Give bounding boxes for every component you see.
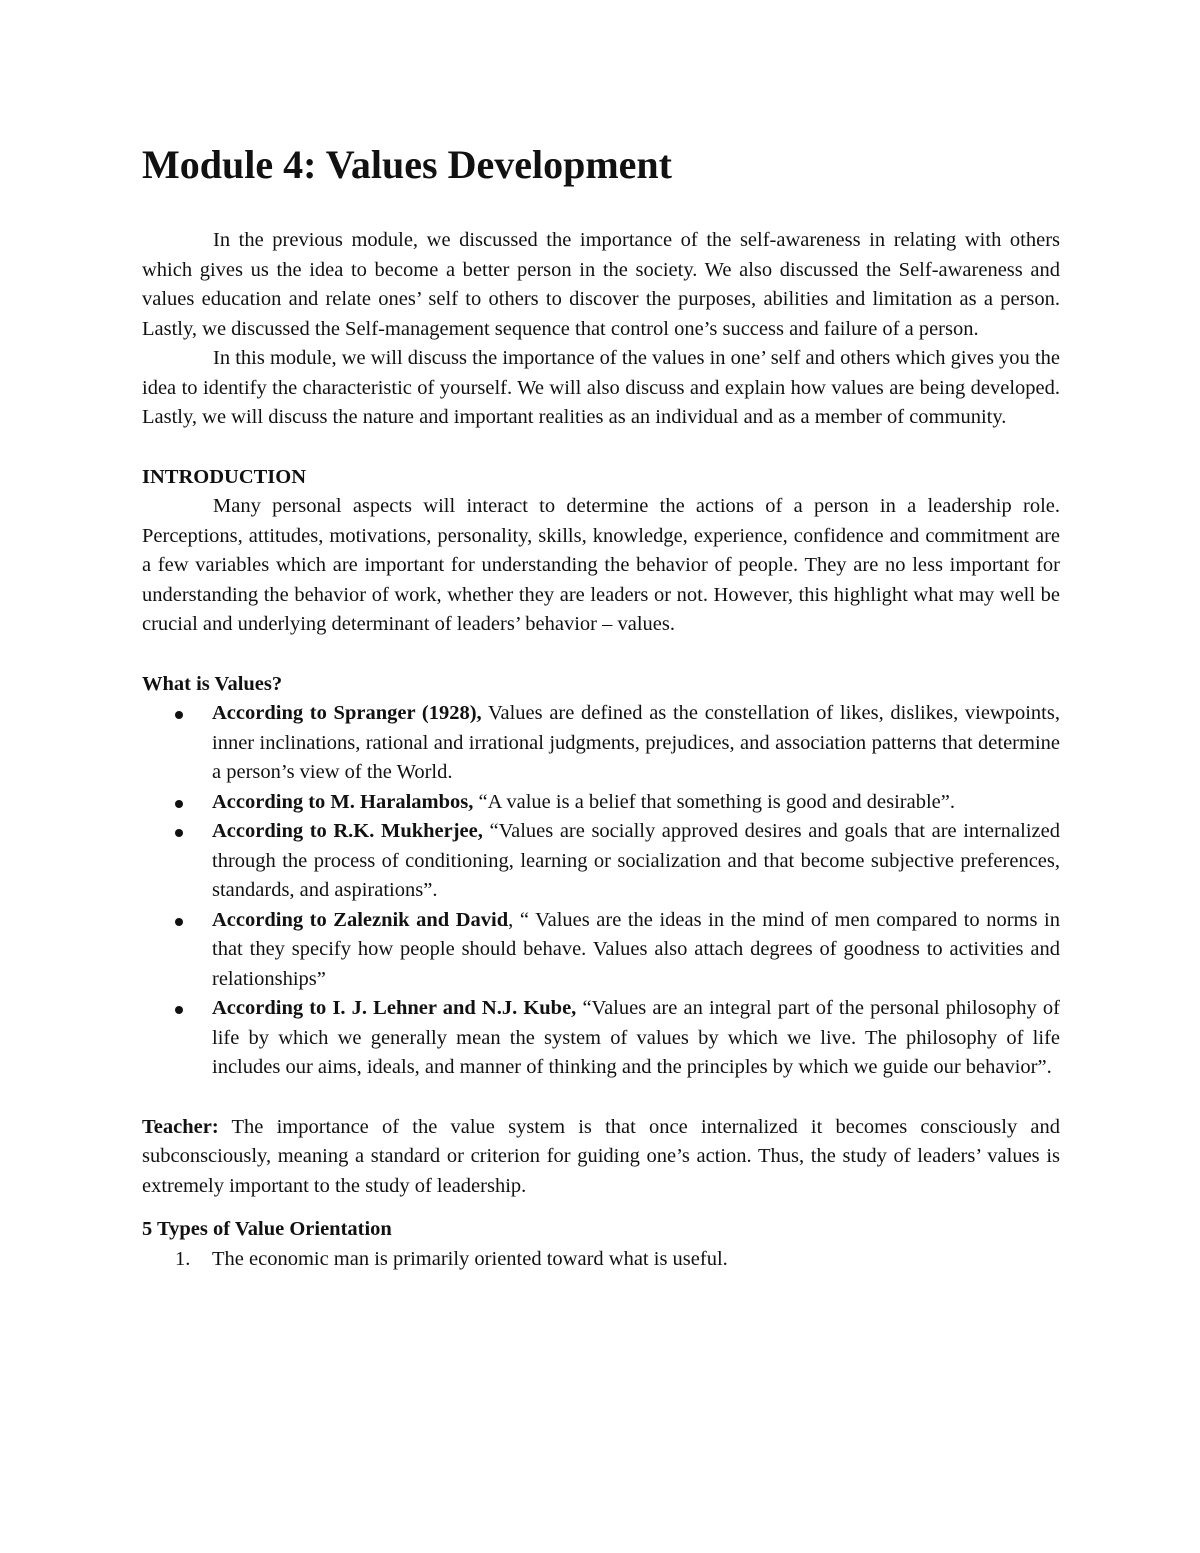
page-title: Module 4: Values Development [142,142,672,187]
list-item-text: The economic man is primarily oriented toward what is useful. [212,1247,728,1270]
definition-source: According to Zaleznik and David [212,908,509,931]
teacher-section [142,1113,1060,1202]
introduction-paragraph: Many personal aspects will interact to determine the actions of a person in a leadership role. Perceptions, attitudes, motivations, personality, skills, knowledge, experience, confidence and commitment are a few variables which are important for understanding the behavior of people. They are no less important for understanding the behavior of work, whether they are leaders or not. However, this highlight what may well be crucial and underlying determinant of leaders’ behavior – values. [142,495,1060,635]
list-item [142,906,1060,995]
what-is-values-heading: What is Values? [142,672,283,695]
value-orientation-heading: 5 Types of Value Orientation [142,1218,392,1240]
intro-paragraph: In the previous module, we discussed the importance of the self-awareness in relating with others which gives us the idea to become a better person in the society. We also discussed the Self-awareness and values education and relate ones’ self to others to discover the purposes, abilities and limitation as a person. Lastly, we discussed the Self-management sequence that control one’s success and failure of a person. [142,229,1060,340]
definition-text: “Values are an integral part of the personal philosophy of life by which we generally mean the system of values by which we live. The philosophy of life includes our aims, ideals, and manner of thinking and the principles by which we guide our behavior”. [212,997,1060,1078]
bullet-icon [175,829,183,837]
list-item [142,817,1060,906]
list-number: 1. [175,1247,191,1270]
definition-text: , “ Values are the ideas in the mind of men compared to norms in that they specify how people should behave. Values also attach degrees of goodness to activities and relationships” [212,908,1060,990]
bullet-icon [175,918,183,926]
list-item [142,788,1060,818]
definition-text: Values are defined as the constellation of likes, dislikes, viewpoints, inner inclinations, rational and irrational judgments, prejudices, and association patterns that determine a person’s view of the World. [212,702,1060,783]
list-item [142,1245,1060,1275]
intro-section [142,226,1060,433]
value-orientation-section [142,1215,1060,1274]
value-orientation-list [142,1245,1060,1275]
bullet-icon [175,1006,183,1014]
definition-source: According to R.K. Mukherjee, [212,820,483,842]
introduction-section [142,463,1060,640]
definition-text: “Values are socially approved desires and goals that are internalized through the process of conditioning, learning or socialization and that become subjective preferences, standards, and aspirations”. [212,820,1060,901]
introduction-heading: INTRODUCTION [142,465,307,488]
list-item [142,699,1060,788]
what-is-values-section [142,670,1060,1083]
bullet-icon [175,800,183,808]
values-definitions-list [142,699,1060,1083]
definition-source: According to I. J. Lehner and N.J. Kube, [212,997,577,1019]
document-page [142,140,1060,1274]
teacher-label: Teacher: [142,1115,219,1138]
definition-source: According to Spranger (1928), [212,702,482,724]
teacher-paragraph [142,1113,1060,1202]
bullet-icon [175,711,183,719]
definition-source: According to M. Haralambos, [212,790,474,813]
definition-text: “A value is a belief that something is good and desirable”. [473,790,955,813]
intro-paragraph: In this module, we will discuss the importance of the values in one’ self and others which gives you the idea to identify the characteristic of yourself. We will also discuss and explain how values are being developed. Lastly, we will discuss the nature and important realities as an individual and as a member of community. [142,347,1060,428]
list-item [142,994,1060,1083]
teacher-text: The importance of the value system is that once internalized it becomes consciously and subconsciously, meaning a standard or criterion for guiding one’s action. Thus, the study of leaders’ values is extremely important to the study of leadership. [142,1115,1060,1197]
